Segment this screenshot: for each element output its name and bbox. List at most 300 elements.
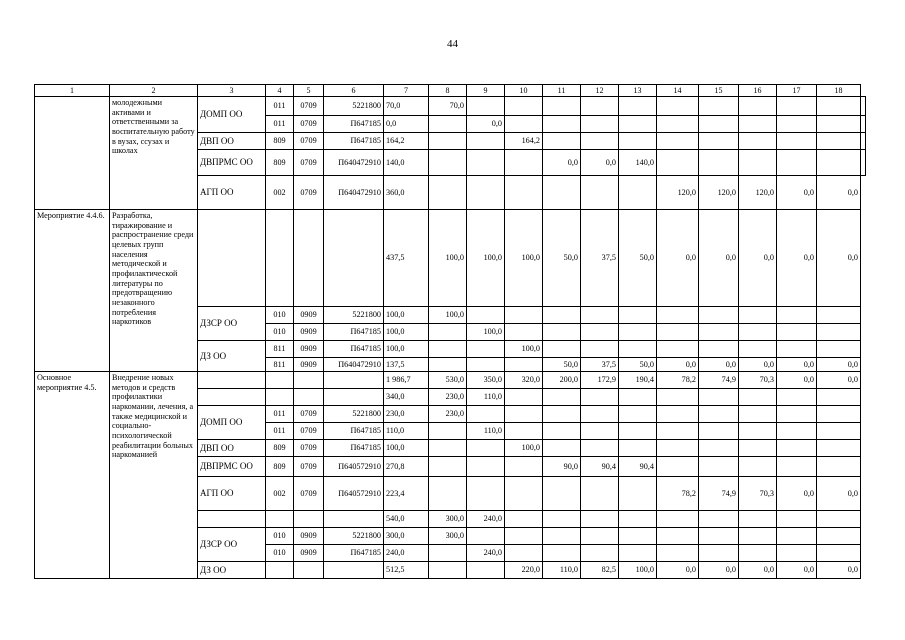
amount-cell: 0,0 — [777, 210, 817, 307]
ministry-code-cell: 002 — [266, 176, 294, 210]
amount-cell: 0,0 — [817, 176, 861, 210]
amount-cell — [777, 150, 817, 176]
amount-cell: 164,2 — [505, 133, 543, 150]
amount-cell — [861, 116, 866, 133]
amount-cell — [777, 133, 817, 150]
amount-cell: 100,0 — [384, 307, 429, 324]
amount-cell — [657, 324, 699, 341]
amount-cell — [739, 97, 777, 116]
amount-cell: 120,0 — [699, 176, 739, 210]
ministry-code-cell — [266, 372, 294, 389]
amount-cell — [543, 307, 581, 324]
amount-cell — [619, 389, 657, 406]
amount-cell — [777, 528, 817, 545]
amount-cell — [467, 150, 505, 176]
ministry-code-cell — [266, 389, 294, 406]
target-article-cell: П647185 — [324, 324, 384, 341]
amount-cell — [581, 176, 619, 210]
amount-cell — [619, 341, 657, 358]
amount-cell — [619, 477, 657, 511]
section-code-cell: 0709 — [294, 457, 324, 477]
amount-cell: 164,2 — [384, 133, 429, 150]
amount-cell — [581, 477, 619, 511]
amount-cell: 50,0 — [619, 358, 657, 372]
amount-cell — [777, 423, 817, 440]
amount-cell — [817, 116, 861, 133]
amount-cell: 0,0 — [657, 210, 699, 307]
amount-cell — [581, 389, 619, 406]
amount-cell: 50,0 — [543, 358, 581, 372]
column-header: 13 — [619, 85, 657, 97]
ministry-code-cell: 011 — [266, 97, 294, 116]
amount-cell — [505, 511, 543, 528]
amount-cell — [429, 440, 467, 457]
amount-cell — [777, 440, 817, 457]
amount-cell — [739, 440, 777, 457]
column-header: 17 — [777, 85, 817, 97]
amount-cell — [429, 133, 467, 150]
amount-cell: 100,0 — [467, 210, 505, 307]
measure-code-cell: Основное мероприятие 4.5. — [35, 372, 110, 579]
amount-cell — [505, 406, 543, 423]
section-code-cell: 0709 — [294, 423, 324, 440]
amount-cell — [817, 528, 861, 545]
amount-cell: 0,0 — [817, 477, 861, 511]
section-code-cell: 0709 — [294, 440, 324, 457]
amount-cell: 530,0 — [429, 372, 467, 389]
column-header: 14 — [657, 85, 699, 97]
organization-cell: АГП ОО — [198, 176, 266, 210]
organization-cell: ДОМП ОО — [198, 97, 266, 133]
measure-description-cell: Разработка, тиражирование и распространение среди целевых групп населения методической и профилактической литературы по предотвращению незаконного потребления наркотиков — [110, 210, 198, 372]
amount-cell — [777, 457, 817, 477]
section-code-cell: 0709 — [294, 150, 324, 176]
target-article-cell: П647185 — [324, 133, 384, 150]
amount-cell: 0,0 — [739, 358, 777, 372]
target-article-cell: П640572910 — [324, 477, 384, 511]
amount-cell — [777, 307, 817, 324]
amount-cell — [505, 477, 543, 511]
amount-cell — [657, 133, 699, 150]
amount-cell — [657, 150, 699, 176]
organization-cell: ДВП ОО — [198, 133, 266, 150]
amount-cell: 220,0 — [505, 562, 543, 579]
ministry-code-cell — [266, 511, 294, 528]
amount-cell — [467, 440, 505, 457]
target-article-cell: П640472910 — [324, 150, 384, 176]
amount-cell — [657, 97, 699, 116]
amount-cell: 100,0 — [619, 562, 657, 579]
amount-cell — [581, 528, 619, 545]
target-article-cell: П647185 — [324, 116, 384, 133]
amount-cell: 512,5 — [384, 562, 429, 579]
organization-cell — [198, 389, 266, 406]
amount-cell: 0,0 — [777, 477, 817, 511]
amount-cell — [699, 457, 739, 477]
target-article-cell: 5221800 — [324, 97, 384, 116]
amount-cell — [429, 341, 467, 358]
amount-cell — [619, 133, 657, 150]
ministry-code-cell: 809 — [266, 440, 294, 457]
amount-cell — [657, 406, 699, 423]
amount-cell — [429, 477, 467, 511]
amount-cell: 300,0 — [429, 511, 467, 528]
amount-cell: 0,0 — [777, 176, 817, 210]
amount-cell — [739, 423, 777, 440]
amount-cell: 540,0 — [384, 511, 429, 528]
column-header: 12 — [581, 85, 619, 97]
amount-cell: 190,4 — [619, 372, 657, 389]
amount-cell: 0,0 — [777, 562, 817, 579]
amount-cell: 0,0 — [817, 358, 861, 372]
target-article-cell: П640472910 — [324, 176, 384, 210]
amount-cell — [467, 97, 505, 116]
amount-cell: 1 986,7 — [384, 372, 429, 389]
amount-cell — [505, 528, 543, 545]
amount-cell — [739, 341, 777, 358]
amount-cell — [777, 341, 817, 358]
section-code-cell: 0709 — [294, 116, 324, 133]
amount-cell — [505, 389, 543, 406]
amount-cell — [429, 423, 467, 440]
amount-cell: 100,0 — [505, 440, 543, 457]
amount-cell — [619, 545, 657, 562]
amount-cell: 120,0 — [657, 176, 699, 210]
amount-cell: 74,9 — [699, 477, 739, 511]
amount-cell: 0,0 — [777, 358, 817, 372]
amount-cell: 0,0 — [817, 562, 861, 579]
amount-cell: 340,0 — [384, 389, 429, 406]
amount-cell: 50,0 — [619, 210, 657, 307]
amount-cell — [657, 423, 699, 440]
amount-cell — [467, 406, 505, 423]
section-code-cell — [294, 210, 324, 307]
amount-cell — [777, 116, 817, 133]
column-header: 1 — [35, 85, 110, 97]
amount-cell — [429, 116, 467, 133]
amount-cell — [777, 389, 817, 406]
amount-cell: 137,5 — [384, 358, 429, 372]
amount-cell — [543, 528, 581, 545]
amount-cell: 100,0 — [384, 440, 429, 457]
column-header: 2 — [110, 85, 198, 97]
amount-cell — [505, 423, 543, 440]
ministry-code-cell: 011 — [266, 406, 294, 423]
amount-cell — [429, 150, 467, 176]
amount-cell — [739, 389, 777, 406]
amount-cell: 350,0 — [467, 372, 505, 389]
amount-cell — [739, 406, 777, 423]
target-article-cell: П647185 — [324, 423, 384, 440]
amount-cell — [699, 133, 739, 150]
amount-cell — [657, 457, 699, 477]
amount-cell — [739, 116, 777, 133]
amount-cell — [619, 307, 657, 324]
section-code-cell — [294, 511, 324, 528]
amount-cell — [619, 97, 657, 116]
amount-cell: 230,0 — [429, 406, 467, 423]
column-header: 9 — [467, 85, 505, 97]
amount-cell — [581, 440, 619, 457]
target-article-cell: 5221800 — [324, 528, 384, 545]
amount-cell — [429, 324, 467, 341]
column-header: 18 — [817, 85, 861, 97]
amount-cell: 100,0 — [505, 341, 543, 358]
amount-cell — [739, 457, 777, 477]
amount-cell: 0,0 — [777, 372, 817, 389]
amount-cell: 240,0 — [467, 545, 505, 562]
amount-cell — [505, 324, 543, 341]
target-article-cell — [324, 210, 384, 307]
ministry-code-cell: 002 — [266, 477, 294, 511]
amount-cell — [543, 511, 581, 528]
target-article-cell — [324, 511, 384, 528]
table-row — [35, 372, 866, 389]
amount-cell — [657, 116, 699, 133]
amount-cell — [619, 440, 657, 457]
amount-cell: 110,0 — [543, 562, 581, 579]
amount-cell: 100,0 — [384, 324, 429, 341]
amount-cell — [739, 150, 777, 176]
amount-cell: 78,2 — [657, 477, 699, 511]
organization-cell: ДЗ ОО — [198, 562, 266, 579]
amount-cell — [505, 358, 543, 372]
amount-cell — [817, 389, 861, 406]
amount-cell — [467, 341, 505, 358]
amount-cell — [467, 307, 505, 324]
target-article-cell: П640572910 — [324, 457, 384, 477]
amount-cell — [699, 307, 739, 324]
ministry-code-cell: 811 — [266, 358, 294, 372]
amount-cell: 0,0 — [467, 116, 505, 133]
amount-cell — [739, 545, 777, 562]
amount-cell — [699, 440, 739, 457]
amount-cell: 0,0 — [657, 358, 699, 372]
target-article-cell: П647185 — [324, 440, 384, 457]
amount-cell — [861, 133, 866, 150]
target-article-cell: 5221800 — [324, 406, 384, 423]
column-header: 6 — [324, 85, 384, 97]
amount-cell — [581, 116, 619, 133]
amount-cell: 140,0 — [384, 150, 429, 176]
amount-cell: 0,0 — [739, 210, 777, 307]
amount-cell — [543, 406, 581, 423]
amount-cell: 172,9 — [581, 372, 619, 389]
amount-cell — [817, 457, 861, 477]
amount-cell — [467, 562, 505, 579]
amount-cell: 0,0 — [739, 562, 777, 579]
page-number: 44 — [447, 38, 458, 50]
column-header: 16 — [739, 85, 777, 97]
section-code-cell: 0709 — [294, 406, 324, 423]
table-row — [35, 97, 866, 116]
amount-cell — [543, 389, 581, 406]
column-header: 4 — [266, 85, 294, 97]
column-header: 10 — [505, 85, 543, 97]
header-row — [35, 85, 866, 97]
amount-cell: 140,0 — [619, 150, 657, 176]
table-body — [35, 85, 866, 579]
amount-cell: 78,2 — [657, 372, 699, 389]
amount-cell — [505, 116, 543, 133]
amount-cell — [817, 324, 861, 341]
section-code-cell — [294, 389, 324, 406]
amount-cell — [699, 528, 739, 545]
amount-cell — [817, 341, 861, 358]
amount-cell — [467, 457, 505, 477]
amount-cell: 0,0 — [699, 210, 739, 307]
amount-cell: 100,0 — [429, 307, 467, 324]
amount-cell — [777, 511, 817, 528]
amount-cell: 230,0 — [429, 389, 467, 406]
organization-cell — [198, 210, 266, 307]
column-header: 7 — [384, 85, 429, 97]
section-code-cell: 0709 — [294, 133, 324, 150]
amount-cell — [699, 97, 739, 116]
amount-cell — [581, 307, 619, 324]
target-article-cell: П640472910 — [324, 358, 384, 372]
amount-cell: 70,3 — [739, 477, 777, 511]
amount-cell — [429, 176, 467, 210]
ministry-code-cell: 809 — [266, 133, 294, 150]
amount-cell: 0,0 — [657, 562, 699, 579]
amount-cell — [543, 116, 581, 133]
ministry-code-cell: 011 — [266, 116, 294, 133]
amount-cell: 100,0 — [429, 210, 467, 307]
amount-cell — [657, 545, 699, 562]
organization-cell: ДОМП ОО — [198, 406, 266, 440]
amount-cell: 360,0 — [384, 176, 429, 210]
organization-cell: ДЗ ОО — [198, 341, 266, 372]
amount-cell — [777, 97, 817, 116]
amount-cell: 70,0 — [429, 97, 467, 116]
amount-cell — [505, 545, 543, 562]
amount-cell: 110,0 — [467, 423, 505, 440]
amount-cell — [657, 389, 699, 406]
amount-cell: 110,0 — [384, 423, 429, 440]
amount-cell: 230,0 — [384, 406, 429, 423]
amount-cell — [817, 511, 861, 528]
amount-cell — [817, 97, 861, 116]
amount-cell — [817, 423, 861, 440]
amount-cell — [467, 477, 505, 511]
organization-cell: ДЗСР ОО — [198, 307, 266, 341]
amount-cell — [467, 358, 505, 372]
amount-cell: 110,0 — [467, 389, 505, 406]
organization-cell: АГП ОО — [198, 477, 266, 511]
amount-cell: 50,0 — [543, 210, 581, 307]
amount-cell — [505, 307, 543, 324]
amount-cell — [543, 477, 581, 511]
ministry-code-cell: 010 — [266, 324, 294, 341]
amount-cell — [699, 341, 739, 358]
amount-cell: 82,5 — [581, 562, 619, 579]
amount-cell — [619, 406, 657, 423]
amount-cell — [581, 423, 619, 440]
section-code-cell: 0909 — [294, 545, 324, 562]
amount-cell — [543, 97, 581, 116]
amount-cell — [543, 176, 581, 210]
section-code-cell: 0709 — [294, 477, 324, 511]
amount-cell — [861, 150, 866, 176]
amount-cell — [817, 133, 861, 150]
amount-cell: 100,0 — [384, 341, 429, 358]
amount-cell — [505, 457, 543, 477]
amount-cell — [505, 176, 543, 210]
table-row — [35, 210, 866, 307]
amount-cell — [777, 545, 817, 562]
section-code-cell: 0909 — [294, 307, 324, 324]
amount-cell — [619, 176, 657, 210]
column-header: 5 — [294, 85, 324, 97]
amount-cell — [817, 150, 861, 176]
amount-cell — [861, 97, 866, 116]
amount-cell — [739, 528, 777, 545]
amount-cell — [699, 389, 739, 406]
amount-cell — [543, 324, 581, 341]
organization-cell: ДЗСР ОО — [198, 528, 266, 562]
target-article-cell: П647185 — [324, 341, 384, 358]
target-article-cell: 5221800 — [324, 307, 384, 324]
amount-cell — [581, 341, 619, 358]
amount-cell — [699, 423, 739, 440]
amount-cell: 320,0 — [505, 372, 543, 389]
amount-cell — [543, 440, 581, 457]
amount-cell — [777, 324, 817, 341]
amount-cell — [543, 341, 581, 358]
amount-cell — [429, 545, 467, 562]
organization-cell — [198, 511, 266, 528]
measure-code-cell — [35, 97, 110, 210]
budget-table — [34, 84, 866, 579]
amount-cell: 437,5 — [384, 210, 429, 307]
ministry-code-cell: 010 — [266, 528, 294, 545]
amount-cell: 300,0 — [384, 528, 429, 545]
measure-description-cell: молодежными активами и ответственными за воспитательную работу в вузах, ссузах и школах — [110, 97, 198, 210]
measure-description-cell: Внедрение новых методов и средств профилактики наркомании, лечения, а также медицинской и социально-психологической реабилитации больных наркоманией — [110, 372, 198, 579]
amount-cell — [657, 528, 699, 545]
ministry-code-cell — [266, 210, 294, 307]
target-article-cell — [324, 389, 384, 406]
amount-cell — [581, 406, 619, 423]
amount-cell — [657, 307, 699, 324]
amount-cell — [467, 133, 505, 150]
amount-cell — [467, 176, 505, 210]
amount-cell: 90,4 — [619, 457, 657, 477]
ministry-code-cell: 010 — [266, 307, 294, 324]
amount-cell — [657, 511, 699, 528]
amount-cell — [429, 562, 467, 579]
amount-cell — [543, 133, 581, 150]
amount-cell: 100,0 — [505, 210, 543, 307]
amount-cell — [699, 406, 739, 423]
ministry-code-cell: 011 — [266, 423, 294, 440]
ministry-code-cell: 809 — [266, 457, 294, 477]
amount-cell — [581, 511, 619, 528]
amount-cell — [739, 307, 777, 324]
amount-cell — [505, 97, 543, 116]
column-header: 15 — [699, 85, 739, 97]
section-code-cell — [294, 372, 324, 389]
amount-cell — [619, 528, 657, 545]
column-header: 3 — [198, 85, 266, 97]
section-code-cell: 0909 — [294, 358, 324, 372]
amount-cell — [817, 440, 861, 457]
ministry-code-cell: 010 — [266, 545, 294, 562]
amount-cell: 0,0 — [384, 116, 429, 133]
amount-cell — [619, 116, 657, 133]
organization-cell — [198, 372, 266, 389]
